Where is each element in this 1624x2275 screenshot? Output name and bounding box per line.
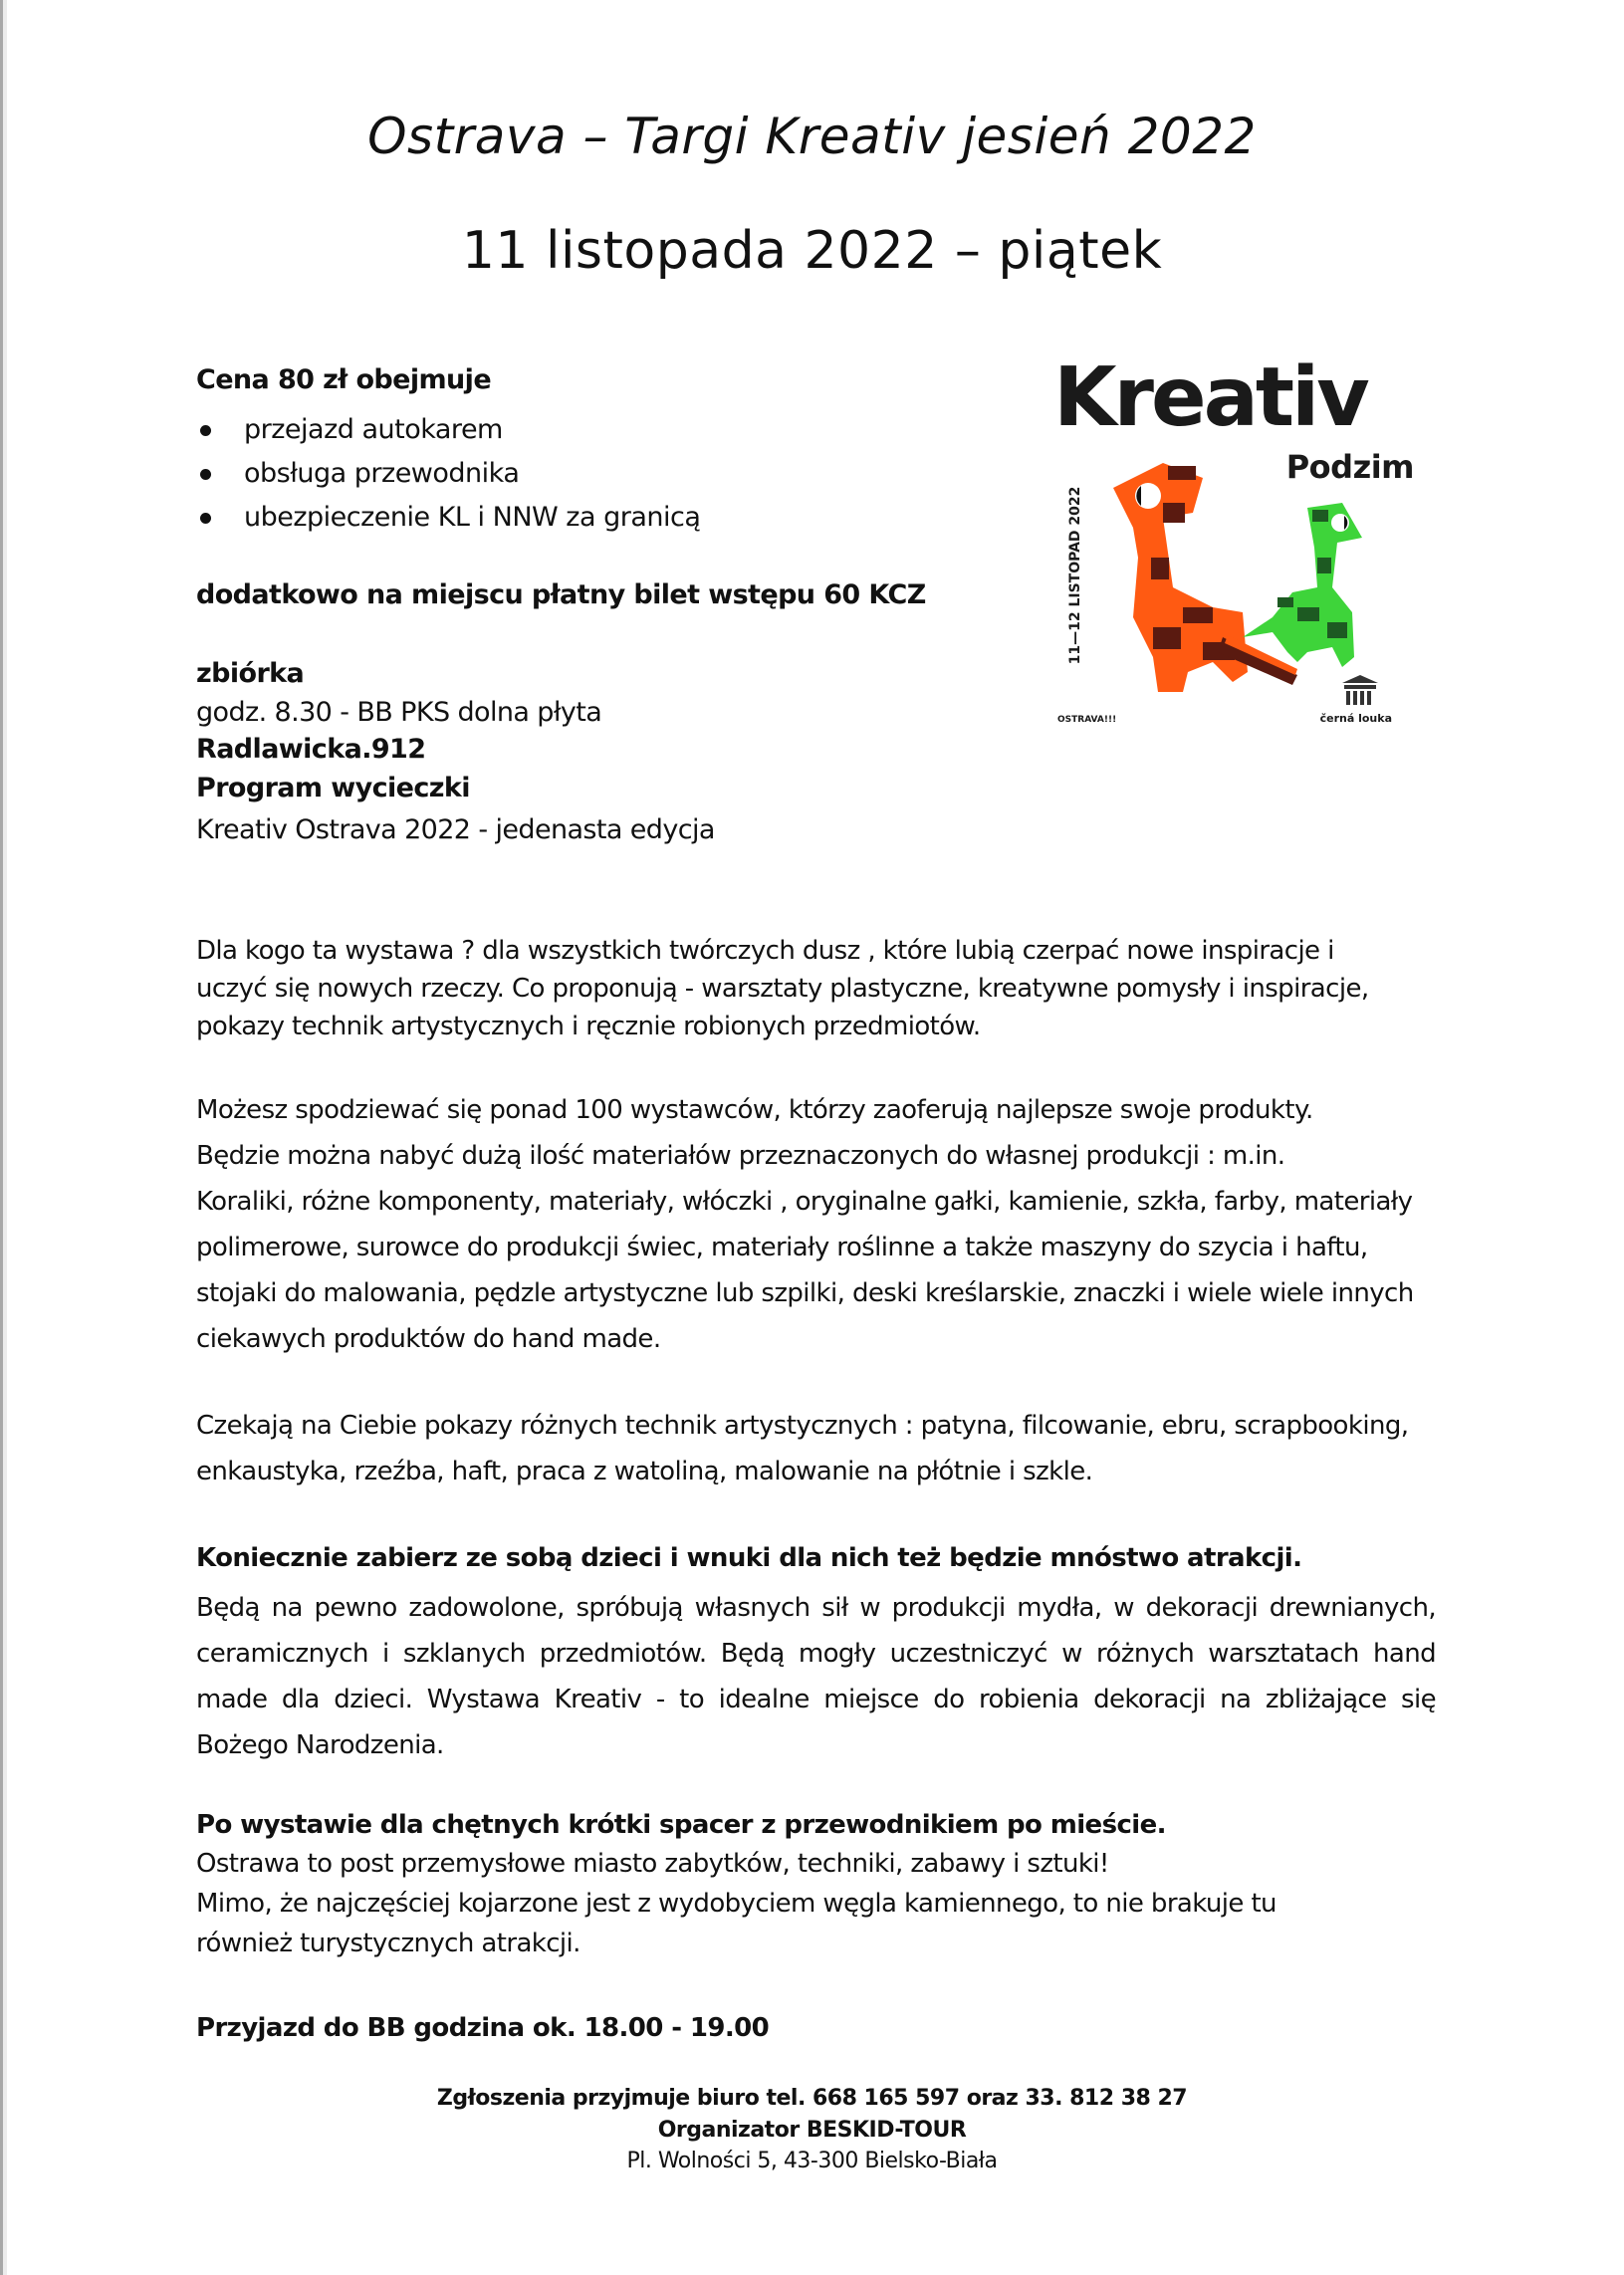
text-line: Dla kogo ta wystawa ? dla wszystkich twórczych dusz , które lubią czerpać nowe inspiracje i <box>196 936 1334 966</box>
dinosaur-illustration <box>1093 458 1382 707</box>
price-includes-list <box>196 408 700 540</box>
edition-line: Kreativ Ostrava 2022 - jedenasta edycja <box>196 814 715 845</box>
text-line: Będą na pewno zadowolone, spróbują własnych sił w produkcji mydła, w dekoracji drewnianych, <box>196 1593 1436 1623</box>
text-line: ciekawych produktów do hand made. <box>196 1324 661 1354</box>
text-line: enkaustyka, rzeźba, haft, praca z watoliną, malowanie na płótnie i szkle. <box>196 1457 1093 1486</box>
return-time: Przyjazd do BB godzina ok. 18.00 - 19.00 <box>196 2013 770 2043</box>
poster-title: Kreativ <box>1053 350 1367 445</box>
meeting-time: godz. 8.30 - BB PKS dolna płyta <box>196 697 602 728</box>
text-line: made dla dzieci. Wystawa Kreativ - to idealne miejsce do robienia dekoracji na zbliżające się <box>196 1685 1436 1714</box>
poster-city: OSTRAVA!!! <box>1057 715 1117 725</box>
price-item-text: ubezpieczenie KL i NNW za granicą <box>244 502 701 533</box>
price-item <box>196 452 700 496</box>
kids-heading: Koniecznie zabierz ze sobą dzieci i wnuki dla nich też będzie mnóstwo atrakcji. <box>196 1543 1302 1573</box>
text-line: polimerowe, surowce do produkcji świec, materiały roślinne a także maszyny do szycia i haftu, <box>196 1233 1368 1262</box>
text-line: Będzie można nabyć dużą ilość materiałów przeznaczonych do własnej produkcji : m.in. <box>196 1141 1285 1171</box>
footer-organizer: Organizator BESKID-TOUR <box>657 2118 967 2143</box>
price-item <box>196 408 700 452</box>
poster-venue: černá louka <box>1319 712 1392 725</box>
text-line: Możesz spodziewać się ponad 100 wystawców, którzy zaoferują najlepsze swoje produkty. <box>196 1095 1313 1125</box>
footer-address: Pl. Wolności 5, 43-300 Bielsko-Biała <box>626 2149 998 2173</box>
poster-dates-text: 11—12 LISTOPAD 2022 <box>1067 486 1083 665</box>
extra-ticket-note: dodatkowo na miejscu płatny bilet wstępu 60 KCZ <box>196 579 926 610</box>
exhibitors-paragraph <box>196 1087 1436 1362</box>
bullet-icon <box>200 469 211 480</box>
page-left-shadow <box>3 0 7 2275</box>
shows-paragraph <box>196 1403 1436 1494</box>
intro-paragraph <box>196 932 1436 1045</box>
meeting-heading: zbiórka <box>196 658 305 689</box>
text-line: pokazy technik artystycznych i ręcznie robionych przedmiotów. <box>196 1012 981 1041</box>
program-heading: Program wycieczki <box>196 773 470 803</box>
walk-heading: Po wystawie dla chętnych krótki spacer z przewodnikiem po mieście. <box>196 1810 1166 1840</box>
bullet-icon <box>200 425 211 436</box>
page-title: Ostrava – Targi Kreativ jesień 2022 <box>367 108 1257 165</box>
venue-building-icon <box>1340 673 1380 707</box>
price-heading: Cena 80 zł obejmuje <box>196 364 492 395</box>
text-line: Ostrawa to post przemysłowe miasto zabytków, techniki, zabawy i sztuki! <box>196 1849 1109 1879</box>
poster-subtitle: Podzim <box>1285 448 1414 486</box>
text-line: również turystycznych atrakcji. <box>196 1929 580 1958</box>
bullet-icon <box>200 513 211 524</box>
price-item <box>196 496 700 540</box>
text-line: uczyć się nowych rzeczy. Co proponują - warsztaty plastyczne, kreatywne pomysły i inspiracje, <box>196 974 1369 1004</box>
kids-paragraph <box>196 1585 1436 1768</box>
text-line: Koraliki, różne komponenty, materiały, włóczki , oryginalne gałki, kamienie, szkła, farby, materiały <box>196 1187 1413 1217</box>
text-line: Mimo, że najczęściej kojarzone jest z wydobyciem węgla kamiennego, to nie brakuje tu <box>196 1889 1276 1919</box>
poster-dates <box>1065 466 1085 685</box>
page-subtitle: 11 listopada 2022 – piątek <box>461 221 1163 281</box>
kreativ-poster <box>1053 350 1422 737</box>
meeting-address: Radlawicka.912 <box>196 734 426 765</box>
text-line: stojaki do malowania, pędzle artystyczne lub szpilki, deski kreślarskie, znaczki i wiele wiele innych <box>196 1278 1414 1308</box>
text-line: Bożego Narodzenia. <box>196 1730 444 1760</box>
text-line: ceramicznych i szklanych przedmiotów. Będą mogły uczestniczyć w różnych warsztatach hand <box>196 1639 1436 1669</box>
text-line: Czekają na Ciebie pokazy różnych technik artystycznych : patyna, filcowanie, ebru, scrapbooking, <box>196 1411 1409 1441</box>
price-item-text: obsługa przewodnika <box>244 458 520 489</box>
walk-paragraph <box>196 1844 1436 1963</box>
orange-dinosaur-icon <box>1113 463 1297 692</box>
footer-contact: Zgłoszenia przyjmuje biuro tel. 668 165 597 oraz 33. 812 38 27 <box>436 2086 1188 2111</box>
price-item-text: przejazd autokarem <box>244 414 503 445</box>
green-dinosaur-icon <box>1243 503 1362 667</box>
